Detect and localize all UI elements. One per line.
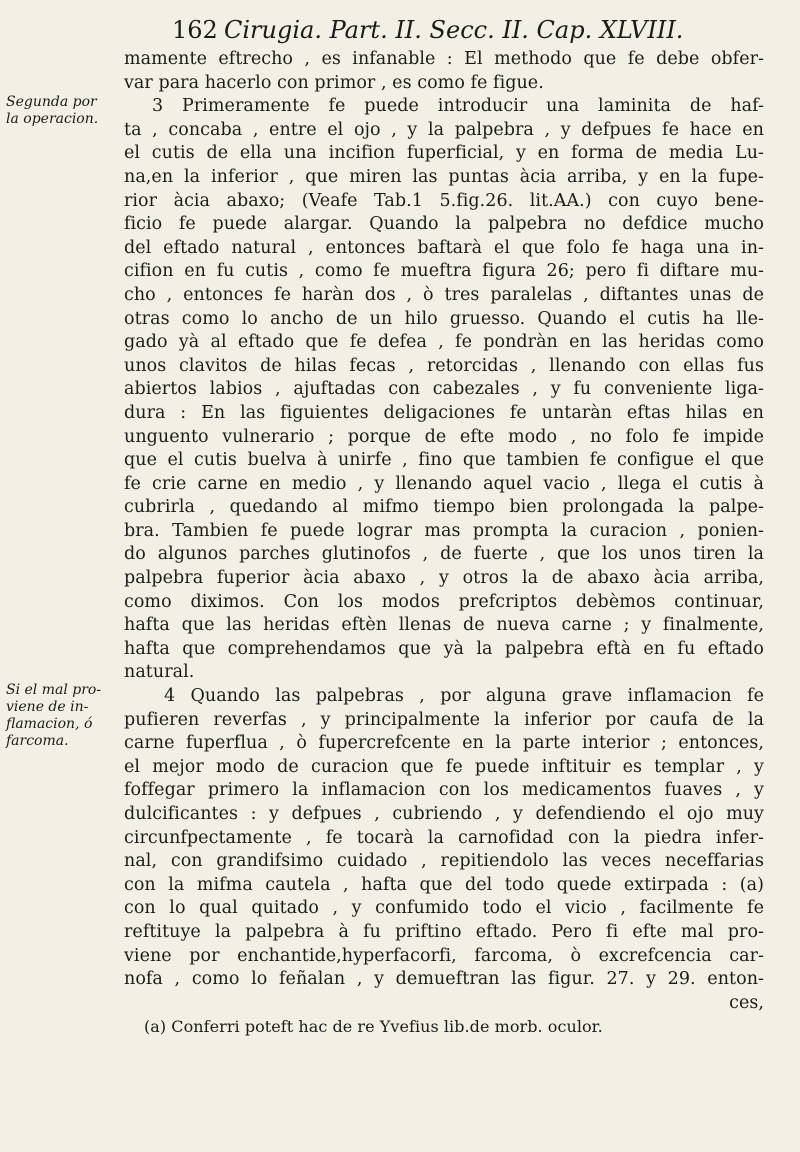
body-line: reftituye la palpebra à fu priftino eftado. Pero fi efte mal pro-: [124, 921, 764, 942]
body-line: cho , entonces fe haràn dos , ò tres paralelas , diftantes unas de: [124, 284, 764, 305]
margin-note-line: flamacion, ó: [6, 716, 93, 732]
body-line: ta , concaba , entre el ojo , y la palpebra , y defpues fe hace en: [124, 119, 764, 140]
body-line: mamente eftrecho , es infanable : El methodo que fe debe obfer-: [124, 49, 764, 69]
body-line: cubrirla , quedando al mifmo tiempo bien prolongada la palpe-: [124, 497, 764, 518]
page-number: 162: [172, 16, 218, 44]
margin-note-line: la operacion.: [6, 111, 99, 127]
body-line: var para hacerlo con primor , es como fe figue.: [124, 72, 544, 93]
body-line: hafta que comprehendamos que yà la palpebra eftà en fu eftado: [124, 638, 764, 659]
body-line: ficio fe puede alargar. Quando la palpebra no defdice mucho: [124, 214, 764, 235]
margin-note-line: Segunda por: [6, 94, 97, 110]
body-line: el cutis de ella una incifion fuperficial, y en forma de media Lu-: [124, 143, 764, 164]
running-title: Cirugia. Part. II. Secc. II. Cap. XLVIII.: [224, 16, 684, 44]
body-line: gado yà al eftado que fe defea , fe pondràn en las heridas como: [124, 332, 764, 353]
body-line: cifion en fu cutis , como fe mueftra figura 26; pero fi diftare mu-: [124, 261, 764, 282]
body-line: natural.: [124, 662, 195, 683]
body-line: pufieren reverfas , y principalmente la inferior por caufa de la: [124, 709, 764, 730]
body-line: foffegar primero la inflamacion con los medicamentos fuaves , y: [124, 780, 764, 801]
body-line: dulcificantes : y defpues , cubriendo , y defendiendo el ojo muy: [124, 804, 764, 824]
catchword: ces,: [729, 992, 764, 1013]
body-line: del eftado natural , entonces baftarà el que folo fe haga una in-: [124, 237, 764, 258]
body-line: que el cutis buelva à unirfe , fino que tambien fe configue el que: [124, 450, 764, 471]
margin-note-second-operation: [6, 94, 116, 128]
margin-note-line: Si el mal pro-: [6, 682, 102, 698]
body-line: como diximos. Con los modos prefcriptos debèmos continuar,: [124, 591, 764, 612]
body-line: dura : En las figuientes deligaciones fe untaràn eftas hilas en: [124, 402, 764, 423]
page-header: [172, 12, 692, 52]
body-line: unguento vulnerario ; porque de efte modo , no folo fe impide: [124, 426, 764, 447]
body-line: nofa , como lo feñalan , y demueftran las figur. 27. y 29. enton-: [124, 969, 764, 990]
paragraph-3-start: 3 Primeramente fe puede introducir una laminita de haf-: [152, 96, 764, 117]
body-line: circunfpectamente , fe tocarà la carnofidad con la piedra infer-: [124, 827, 764, 848]
body-line: el mejor modo de curacion que fe puede inftituir es templar , y: [124, 756, 764, 777]
paragraph-4-start: 4 Quando las palpebras , por alguna grave inflamacion fe: [164, 686, 764, 707]
footnote: (a) Conferri poteft hac de re Yvefius lib.de morb. oculor.: [144, 1017, 603, 1037]
body-line: con lo qual quitado , y confumido todo el vicio , facilmente fe: [124, 898, 764, 919]
margin-note-line: viene de in-: [6, 699, 89, 715]
body-line: rior àcia abaxo; (Veafe Tab.1 5.fig.26. lit.AA.) con cuyo bene-: [124, 190, 764, 211]
body-line: fe crie carne en medio , y llenando aquel vacio , llega el cutis à: [124, 473, 764, 494]
body-line: abiertos labios , ajuftadas con cabezales , y fu conveniente liga-: [124, 379, 764, 400]
body-line: con la mifma cautela , hafta que del todo quede extirpada : (a): [124, 874, 764, 895]
body-line: otras como lo ancho de un hilo gruesso. Quando el cutis ha lle-: [124, 308, 764, 329]
body-line: na,en la inferior , que miren las puntas àcia arriba, y en la fupe-: [124, 166, 764, 187]
body-text: [124, 48, 764, 1039]
margin-note-inflammation: [6, 682, 116, 750]
body-line: viene por enchantide,hyperfacorfi, farcoma, ò excrefcencia car-: [124, 945, 764, 966]
body-line: bra. Tambien fe puede lograr mas prompta la curacion , ponien-: [124, 520, 764, 541]
body-line: palpebra fuperior àcia abaxo , y otros la de abaxo àcia arriba,: [124, 568, 764, 589]
body-line: nal, con grandifsimo cuidado , repitiendolo las veces neceffarias: [124, 851, 764, 872]
margin-note-line: farcoma.: [6, 733, 69, 749]
body-line: hafta que las heridas eftèn llenas de nueva carne ; y finalmente,: [124, 615, 764, 636]
body-line: do algunos parches glutinofos , de fuerte , que los unos tiren la: [124, 544, 764, 565]
body-line: carne fuperflua , ò fupercrefcente en la parte interior ; entonces,: [124, 733, 764, 754]
body-line: unos clavitos de hilas fecas , retorcidas , llenando con ellas fus: [124, 355, 764, 376]
